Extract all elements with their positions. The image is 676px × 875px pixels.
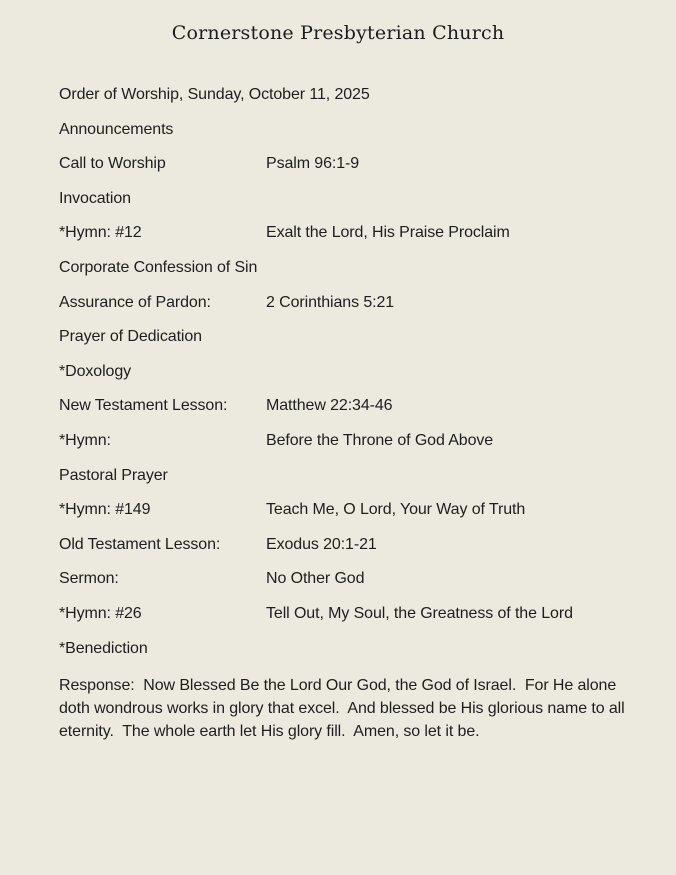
order-of-worship-list [0, 85, 676, 673]
order-row-label: Prayer of Dedication [59, 328, 202, 346]
church-name-title: Cornerstone Presbyterian Church [171, 22, 505, 44]
order-row [59, 569, 636, 604]
order-row [59, 189, 636, 224]
order-row [59, 85, 636, 120]
order-row [59, 154, 636, 189]
order-row-label: Pastoral Prayer [59, 466, 168, 484]
order-row-value: Tell Out, My Soul, the Greatness of the Lord [266, 604, 573, 622]
order-row [59, 466, 636, 501]
order-row [59, 258, 636, 293]
order-row [59, 293, 636, 328]
order-row [59, 535, 636, 570]
order-row-label: *Doxology [59, 362, 132, 380]
order-row-label: Assurance of Pardon: [59, 293, 211, 311]
order-row-label: *Hymn: #12 [59, 224, 142, 242]
order-row-value: Exalt the Lord, His Praise Proclaim [266, 224, 510, 242]
order-row-value: 2 Corinthians 5:21 [266, 293, 395, 311]
order-row [59, 396, 636, 431]
order-row-label: Old Testament Lesson: [59, 535, 221, 553]
order-row [59, 639, 636, 674]
order-row-value: Teach Me, O Lord, Your Way of Truth [266, 501, 526, 519]
order-row [59, 604, 636, 639]
response-paragraph: Response: Now Blessed Be the Lord Our God, the God of Israel. For He alone doth wondrous works in glory that excel. And blessed be His glorious name to all eternity. The whole earth let His glory fill. Amen, so let it be. [59, 677, 629, 741]
order-row [59, 431, 636, 466]
order-row-label: Sermon: [59, 570, 119, 588]
order-row-label: *Hymn: #149 [59, 501, 151, 519]
order-row-label: Announcements [59, 120, 174, 138]
order-row-label: *Hymn: #26 [59, 604, 142, 622]
order-row-value: No Other God [266, 570, 365, 588]
order-row [59, 120, 636, 155]
order-row-label: Corporate Confession of Sin [59, 258, 258, 276]
order-row-label: *Benediction [59, 639, 148, 657]
order-row-label: New Testament Lesson: [59, 397, 228, 415]
order-row-value: Psalm 96:1-9 [266, 155, 360, 173]
order-row-label: Order of Worship, Sunday, October 11, 2025 [59, 86, 370, 103]
order-row [59, 500, 636, 535]
order-row-label: Call to Worship [59, 155, 166, 173]
order-row-value: Matthew 22:34-46 [266, 397, 393, 415]
order-row-label: *Hymn: [59, 431, 111, 449]
order-row [59, 223, 636, 258]
order-row-value: Before the Throne of God Above [266, 431, 494, 449]
order-row-value: Exodus 20:1-21 [266, 535, 377, 553]
order-row-label: Invocation [59, 189, 131, 207]
order-row [59, 327, 636, 362]
order-row [59, 362, 636, 397]
